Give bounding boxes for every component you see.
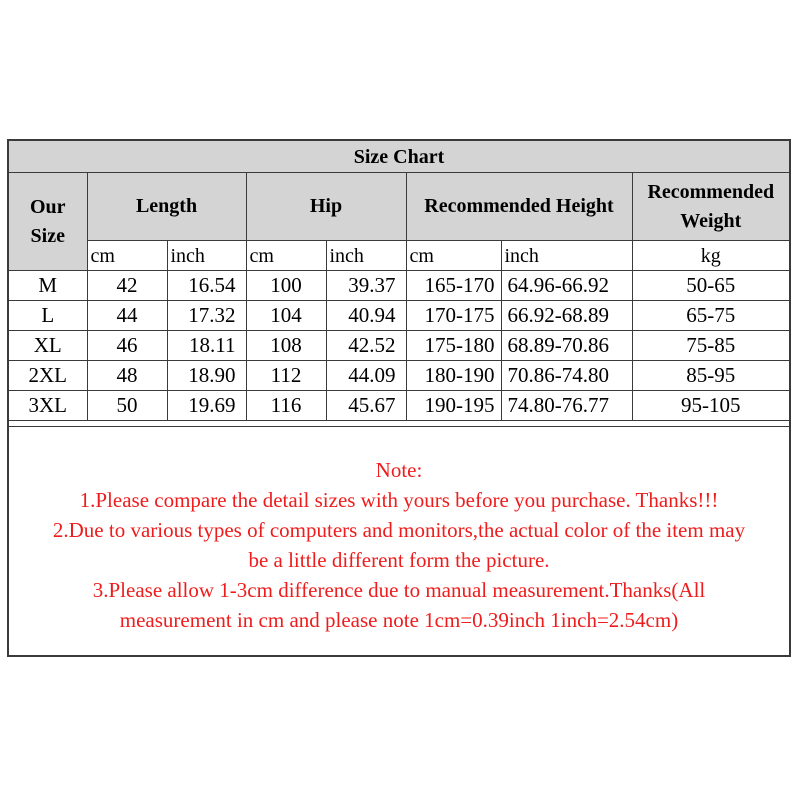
- cell-weight-kg: 50-65: [632, 271, 789, 301]
- table-row: [9, 271, 789, 301]
- cell-weight-kg: 95-105: [632, 391, 789, 421]
- cell-height-cm: 180-190: [406, 361, 501, 391]
- header-weight-line1: Recommended: [647, 180, 775, 203]
- cell-hip-inch: 44.09: [326, 361, 406, 391]
- header-hip: Hip: [246, 173, 406, 241]
- table-row: [9, 361, 789, 391]
- header-our-size-line1: Our: [29, 195, 66, 218]
- cell-height-cm: 175-180: [406, 331, 501, 361]
- header-recommended-height: Recommended Height: [406, 173, 632, 241]
- cell-hip-cm: 116: [246, 391, 326, 421]
- cell-height-cm: 170-175: [406, 301, 501, 331]
- note-heading: Note:: [375, 458, 423, 482]
- cell-hip-cm: 108: [246, 331, 326, 361]
- size-chart: [7, 139, 791, 657]
- cell-hip-cm: 104: [246, 301, 326, 331]
- cell-length-cm: 50: [87, 391, 167, 421]
- unit-hip-inch: inch: [326, 241, 406, 271]
- cell-length-inch: 19.69: [167, 391, 246, 421]
- cell-length-inch: 16.54: [167, 271, 246, 301]
- size-rows: [9, 271, 789, 421]
- unit-height-cm: cm: [406, 241, 501, 271]
- header-length: Length: [87, 173, 246, 241]
- cell-hip-inch: 45.67: [326, 391, 406, 421]
- cell-hip-inch: 40.94: [326, 301, 406, 331]
- cell-height-inch: 66.92-68.89: [501, 301, 632, 331]
- cell-length-inch: 18.11: [167, 331, 246, 361]
- cell-size: L: [9, 301, 87, 331]
- header-recommended-weight: [632, 173, 789, 241]
- cell-height-inch: 64.96-66.92: [501, 271, 632, 301]
- unit-weight-kg: kg: [632, 241, 789, 271]
- cell-size: XL: [9, 331, 87, 361]
- note-line-3: 3.Please allow 1-3cm difference due to manual measurement.Thanks(All: [92, 578, 706, 602]
- cell-hip-cm: 112: [246, 361, 326, 391]
- title-row: [9, 141, 789, 173]
- cell-height-cm: 165-170: [406, 271, 501, 301]
- cell-height-inch: 68.89-70.86: [501, 331, 632, 361]
- cell-size: M: [9, 271, 87, 301]
- cell-weight-kg: 65-75: [632, 301, 789, 331]
- unit-row: [9, 241, 789, 271]
- cell-length-cm: 44: [87, 301, 167, 331]
- note-line-2: 2.Due to various types of computers and monitors,the actual color of the item may: [52, 518, 746, 542]
- table-row: [9, 331, 789, 361]
- cell-length-inch: 18.90: [167, 361, 246, 391]
- cell-length-cm: 46: [87, 331, 167, 361]
- cell-hip-cm: 100: [246, 271, 326, 301]
- unit-hip-cm: cm: [246, 241, 326, 271]
- cell-size: 3XL: [9, 391, 87, 421]
- cell-height-inch: 70.86-74.80: [501, 361, 632, 391]
- chart-title: Size Chart: [9, 141, 789, 173]
- cell-size: 2XL: [9, 361, 87, 391]
- cell-length-cm: 42: [87, 271, 167, 301]
- cell-height-cm: 190-195: [406, 391, 501, 421]
- cell-hip-inch: 42.52: [326, 331, 406, 361]
- header-our-size-line2: Size: [30, 224, 65, 247]
- size-table: [9, 141, 789, 421]
- note-line-2-cont: be a little different form the picture.: [248, 548, 550, 572]
- table-row: [9, 391, 789, 421]
- cell-height-inch: 74.80-76.77: [501, 391, 632, 421]
- cell-hip-inch: 39.37: [326, 271, 406, 301]
- note-line-1: 1.Please compare the detail sizes with yours before you purchase. Thanks!!!: [79, 488, 719, 512]
- unit-height-inch: inch: [501, 241, 632, 271]
- header-weight-line2: Weight: [680, 209, 742, 232]
- table-row: [9, 301, 789, 331]
- note-line-3-cont: measurement in cm and please note 1cm=0.39inch 1inch=2.54cm): [119, 608, 679, 632]
- cell-length-inch: 17.32: [167, 301, 246, 331]
- cell-weight-kg: 75-85: [632, 331, 789, 361]
- cell-weight-kg: 85-95: [632, 361, 789, 391]
- header-row: [9, 173, 789, 241]
- cell-length-cm: 48: [87, 361, 167, 391]
- notes-section: [9, 426, 789, 657]
- unit-length-cm: cm: [87, 241, 167, 271]
- header-our-size: [9, 173, 87, 271]
- unit-length-inch: inch: [167, 241, 246, 271]
